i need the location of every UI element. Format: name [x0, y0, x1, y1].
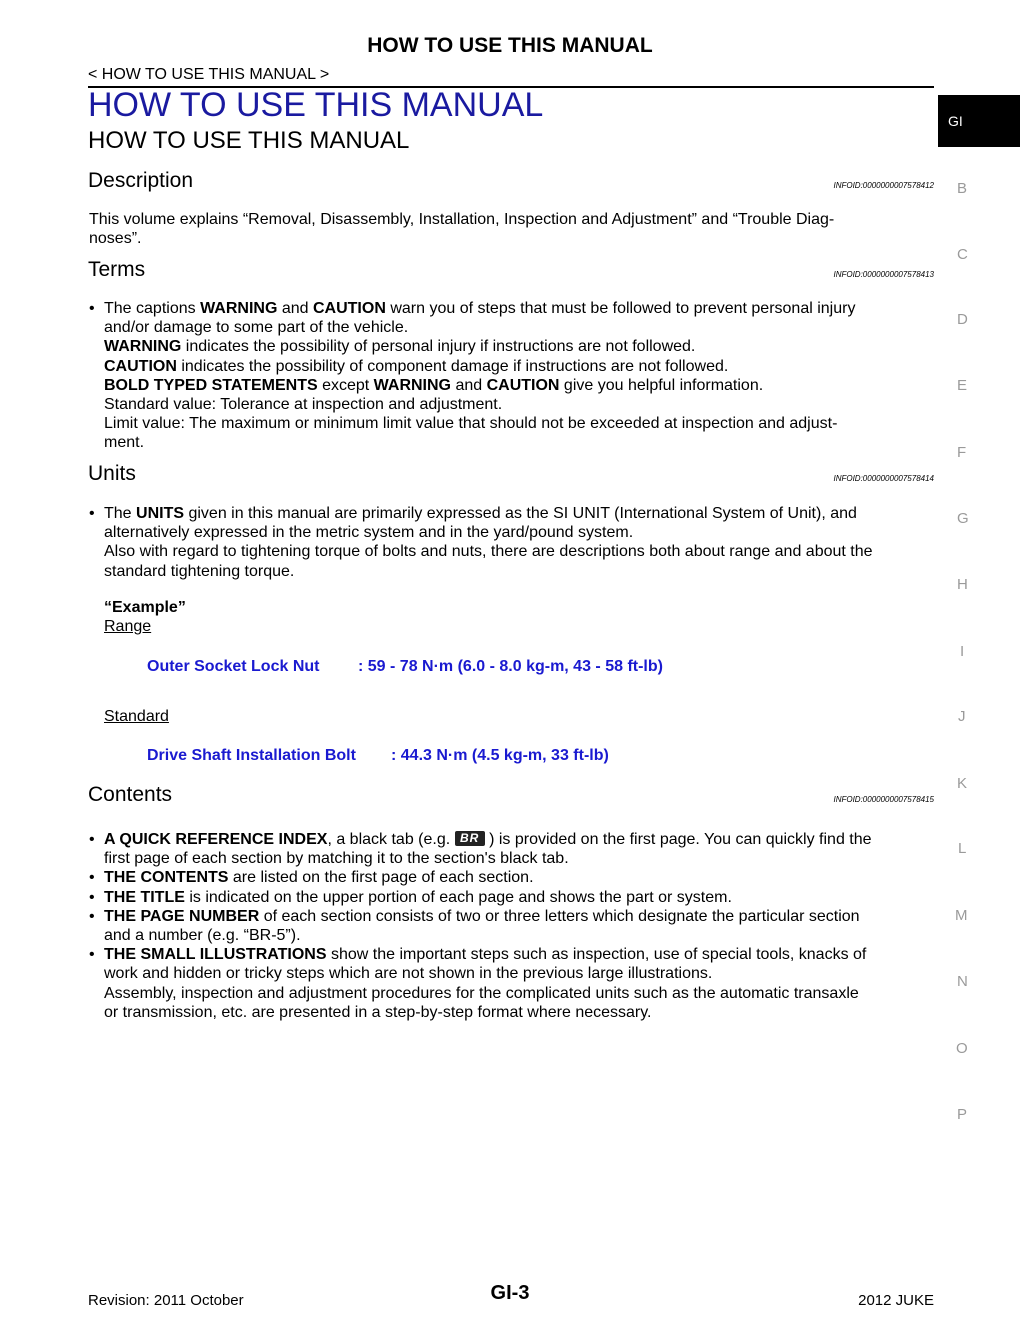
text-line: or transmission, etc. are presented in a step-by-step format where necessary.: [104, 1003, 652, 1021]
range-label: Range: [104, 618, 152, 635]
side-index-letter[interactable]: F: [957, 444, 967, 461]
spec-item: Outer Socket Lock Nut: [147, 658, 320, 675]
side-index-letter[interactable]: N: [957, 973, 968, 990]
units-list: [89, 504, 934, 581]
list-item: [89, 299, 934, 453]
text-line: ment.: [104, 434, 145, 452]
text-line: standard tightening torque.: [104, 562, 295, 580]
infoid-contents: INFOID:0000000007578415: [833, 795, 934, 804]
text-line: Also with regard to tightening torque of bolts and nuts, there are descriptions both about range and about the: [104, 543, 873, 561]
example-label: “Example”: [104, 599, 186, 616]
running-header-title: HOW TO USE THIS MANUAL: [367, 34, 653, 57]
description-line: noses”.: [89, 230, 142, 248]
list-item: [89, 868, 934, 887]
text-line: Assembly, inspection and adjustment procedures for the complicated units such as the automatic transaxle: [104, 984, 859, 1002]
text-line: first page of each section by matching it to the section's black tab.: [104, 850, 569, 868]
text-line: Standard value: Tolerance at inspection and adjustment.: [104, 396, 503, 414]
side-index-letter[interactable]: G: [957, 510, 969, 527]
spec-item: Drive Shaft Installation Bolt: [147, 747, 356, 764]
list-item: [89, 830, 934, 868]
infoid-description: INFOID:0000000007578412: [833, 181, 934, 190]
page-title: HOW TO USE THIS MANUAL: [88, 86, 544, 124]
text-line: • THE SMALL ILLUSTRATIONS show the important steps such as inspection, use of special tools, knacks of: [104, 946, 867, 964]
breadcrumb: < HOW TO USE THIS MANUAL >: [88, 66, 330, 83]
side-index-letter[interactable]: H: [957, 576, 968, 593]
side-index-letter[interactable]: M: [955, 907, 968, 924]
contents-list: [89, 830, 934, 1022]
spec-value: : 44.3 N·m (4.5 kg-m, 33 ft-lb): [391, 747, 609, 764]
side-index-letter[interactable]: E: [957, 377, 968, 394]
footer-page-number: GI-3: [490, 1282, 530, 1304]
text-line: • THE TITLE is indicated on the upper portion of each page and shows the part or system.: [104, 888, 732, 906]
list-item: [89, 907, 934, 945]
spec-row-standard: [147, 747, 609, 765]
text-line: • A QUICK REFERENCE INDEX, a black tab (e.g. BR ) is provided on the first page. You can quickly find the: [104, 831, 872, 848]
text-line: work and hidden or tricky steps which are not shown in the previous large illustrations.: [104, 965, 713, 983]
page-subtitle: HOW TO USE THIS MANUAL: [88, 127, 410, 154]
text-line: and/or damage to some part of the vehicle.: [104, 319, 409, 337]
section-tab-icon: BR: [455, 831, 485, 846]
text-line: • THE PAGE NUMBER of each section consists of two or three letters which designate the particular section: [104, 907, 860, 925]
terms-list: [89, 299, 934, 453]
side-index-letter[interactable]: L: [958, 840, 967, 857]
text-line: Limit value: The maximum or minimum limit value that should not be exceeded at inspection and adjust-: [104, 415, 838, 433]
section-heading-description: Description: [88, 169, 194, 192]
description-line: This volume explains “Removal, Disassembly, Installation, Inspection and Adjustment” and “Trouble Diag-: [89, 211, 835, 228]
footer-model: 2012 JUKE: [858, 1292, 934, 1309]
section-heading-contents: Contents: [88, 783, 173, 806]
footer-revision: Revision: 2011 October: [88, 1292, 244, 1309]
list-item: [89, 945, 934, 1022]
side-index-letter[interactable]: J: [958, 708, 966, 725]
standard-label: Standard: [104, 708, 169, 725]
side-index-letter[interactable]: D: [957, 311, 968, 328]
side-index-letter[interactable]: P: [957, 1106, 968, 1123]
text-line: • THE CONTENTS are listed on the first page of each section.: [104, 869, 534, 887]
side-index-letter[interactable]: O: [956, 1040, 968, 1057]
side-tab-active[interactable]: GI: [938, 95, 1020, 147]
section-heading-units: Units: [88, 462, 136, 485]
infoid-terms: INFOID:0000000007578413: [833, 270, 934, 279]
text-line: WARNING indicates the possibility of personal injury if instructions are not followed.: [104, 338, 696, 356]
text-line: alternatively expressed in the metric system and in the yard/pound system.: [104, 524, 634, 542]
text-line: BOLD TYPED STATEMENTS except WARNING and CAUTION give you helpful information.: [104, 376, 764, 394]
infoid-units: INFOID:0000000007578414: [833, 474, 934, 483]
section-heading-terms: Terms: [88, 258, 146, 281]
side-index-letter[interactable]: C: [957, 246, 968, 263]
spec-row-range: [147, 658, 663, 676]
side-index-letter[interactable]: K: [957, 775, 968, 792]
description-text: [89, 210, 934, 248]
text-line: • The UNITS given in this manual are primarily expressed as the SI UNIT (International System of Unit), and: [104, 505, 857, 522]
text-line: CAUTION indicates the possibility of component damage if instructions are not followed.: [104, 357, 729, 375]
spec-value: : 59 - 78 N·m (6.0 - 8.0 kg-m, 43 - 58 ft-lb): [358, 658, 663, 675]
list-item: [89, 504, 934, 581]
side-index-letter[interactable]: B: [957, 180, 968, 197]
text-line: • The captions WARNING and CAUTION warn you of steps that must be followed to prevent personal injury: [104, 300, 856, 317]
list-item: [89, 888, 934, 907]
side-index-letter[interactable]: I: [960, 643, 965, 660]
text-line: and a number (e.g. “BR-5”).: [104, 927, 301, 945]
